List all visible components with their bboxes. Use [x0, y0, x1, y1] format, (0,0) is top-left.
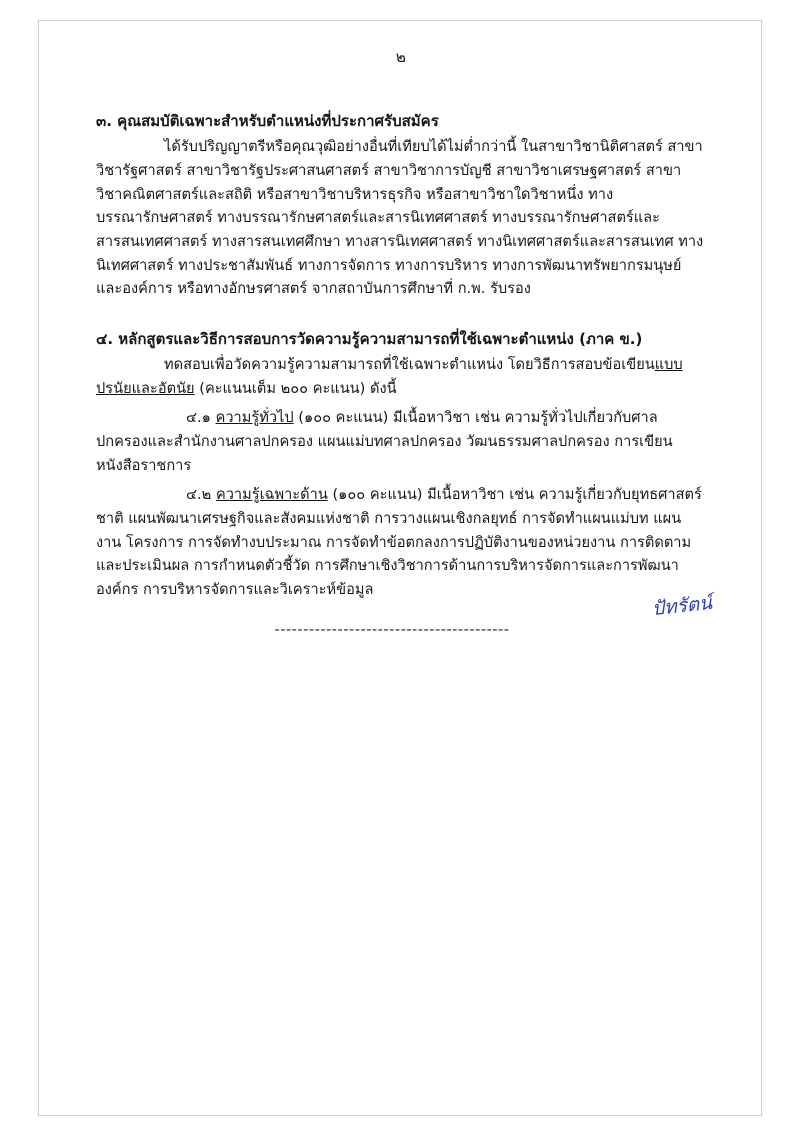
- section-4-intro: [96, 353, 706, 400]
- item-2-number: ๔.๒: [186, 486, 212, 504]
- section-4-item-1: [96, 406, 706, 477]
- document-content: [96, 44, 713, 653]
- document-divider-row: [96, 592, 713, 653]
- section-4-intro-underline-2: และอัตนัย: [131, 379, 195, 397]
- section-3-heading: ๓. คุณสมบัติเฉพาะสำหรับตำแหน่งที่ประกาศรับสมัคร: [96, 112, 439, 130]
- section-4-heading: ๔. หลักสูตรและวิธีการสอบการวัดความรู้ความสามารถที่ใช้เฉพาะตำแหน่ง (ภาค ข.): [96, 329, 643, 348]
- item-1-score: (๑๐๐ คะแนน): [298, 409, 389, 427]
- section-4-intro-text: ทดสอบเพื่อวัดความรู้ความสามารถที่ใช้เฉพาะตำแหน่ง โดยวิธีการสอบข้อเขียน: [164, 356, 655, 374]
- item-2-score: (๑๐๐ คะแนน): [332, 486, 423, 504]
- handwritten-signature: ปัทรัตน์: [650, 592, 713, 621]
- item-2-detail: มีเนื้อหาวิชา เช่น ความรู้เกี่ยวกับยุทธศาสตร์ชาติ แผนพัฒนาเศรษฐกิจและสังคมแห่งชาติ การวางแผนเชิงกลยุทธ์ การจัดทำแผนแม่บท แผนงาน โครงการ การจัดทำงบประมาณ การจัดทำข้อตกลงการปฏิบัติงานของหน่วยงาน การติดตามและประเมินผล การกำหนดตัวชี้วัด การศึกษาเชิงวิชาการด้านการบริหารจัดการและการพัฒนาองค์กร การบริหารจัดการและวิเคราะห์ข้อมูล: [96, 486, 702, 598]
- section-3-paragraph: ได้รับปริญญาตรีหรือคุณวุฒิอย่างอื่นที่เทียบได้ไม่ต่ำกว่านี้ ในสาขาวิชานิติศาสตร์ สาขาวิชารัฐศาสตร์ สาขาวิชารัฐประศาสนศาสตร์ สาขาวิชาการบัญชี สาขาวิชาเศรษฐศาสตร์ สาขาวิชาคณิตศาสตร์และสถิติ หรือสาขาวิชาบริหารธุรกิจ หรือสาขาวิชาใดวิชาหนึ่ง ทางบรรณารักษศาสตร์ ทางบรรณารักษศาสตร์และสารนิเทศศาสตร์ ทางบรรณารักษศาสตร์และสารสนเทศศาสตร์ ทางสารสนเทศศึกษา ทางสารนิเทศศาสตร์ ทางนิเทศศาสตร์และสารสนเทศ ทางนิเทศศาสตร์ ทางประชาสัมพันธ์ ทางการจัดการ ทางการบริหาร ทางการพัฒนาทรัพยากรมนุษย์และองค์การ หรือทางอักษรศาสตร์ จากสถาบันการศึกษาที่ ก.พ. รับรอง: [96, 138, 704, 298]
- section-spacer: [96, 305, 706, 327]
- item-1-detail: มีเนื้อหาวิชา เช่น ความรู้ทั่วไปเกี่ยวกับศาลปกครองและสำนักงานศาลปกครอง แผนแม่บทศาลปกครอง วัฒนธรรมศาลปกครอง การเขียนหนังสือราชการ: [96, 409, 673, 474]
- section-4-intro-underline-1: แบบปรนัย: [96, 356, 683, 397]
- page-number: ๒: [395, 48, 407, 66]
- divider-dashes: -----------------------------------------: [274, 622, 510, 639]
- section-exam-curriculum: [96, 327, 706, 602]
- section-4-item-2: [96, 483, 706, 601]
- item-2-title: ความรู้เฉพาะด้าน: [215, 486, 328, 504]
- item-1-number: ๔.๑: [186, 409, 211, 427]
- item-1-title: ความรู้ทั่วไป: [215, 409, 294, 427]
- section-qualifications: [96, 109, 706, 301]
- section-4-intro-tail: (คะแนนเต็ม ๒๐๐ คะแนน) ดังนี้: [194, 379, 397, 397]
